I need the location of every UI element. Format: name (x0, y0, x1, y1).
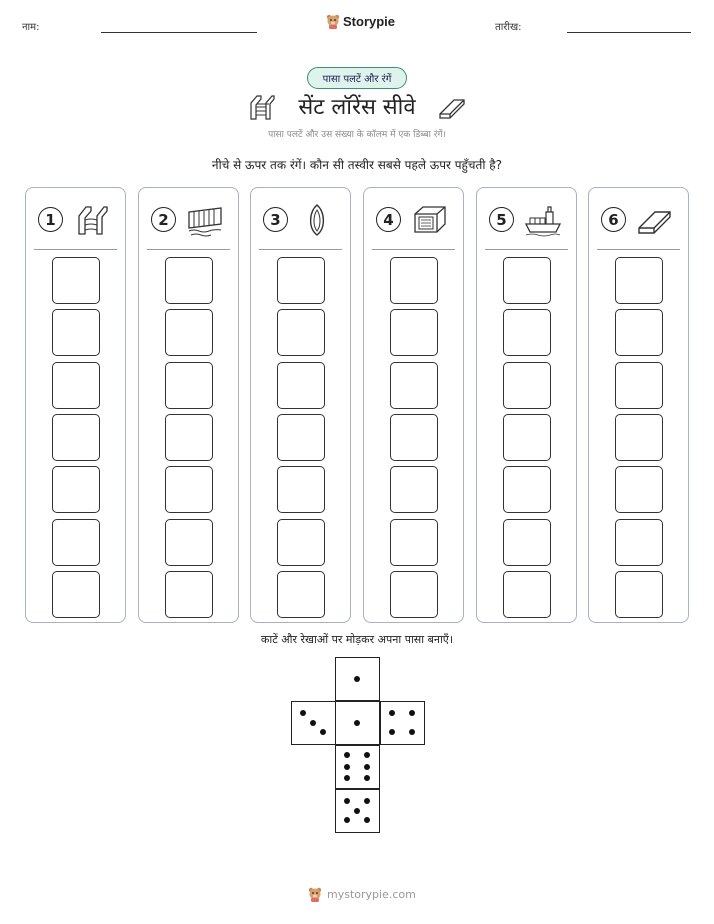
metal-bar-icon (437, 92, 467, 122)
dice-pip (344, 798, 350, 804)
dice-pip (364, 764, 370, 770)
color-box[interactable] (390, 309, 438, 356)
color-box[interactable] (165, 571, 213, 618)
column-1 (25, 187, 126, 623)
dice-face (335, 657, 380, 701)
column-4 (363, 187, 464, 623)
dice-pip (310, 720, 316, 726)
footer-url: mystorypie.com (327, 887, 416, 901)
column-divider (259, 249, 342, 250)
column-number: 3 (263, 207, 288, 232)
color-box[interactable] (277, 309, 325, 356)
dice-face (335, 701, 380, 745)
name-line[interactable] (101, 32, 257, 33)
seed-icon (298, 202, 336, 238)
dice-pip (354, 808, 360, 814)
column-3 (250, 187, 351, 623)
color-box[interactable] (390, 362, 438, 409)
color-box[interactable] (503, 309, 551, 356)
page-title: सेंट लॉरेंस सीवे (298, 95, 416, 120)
footer (308, 886, 416, 902)
color-box[interactable] (277, 414, 325, 461)
color-box[interactable] (503, 519, 551, 566)
bear-logo-icon (308, 886, 322, 902)
column-divider (485, 249, 568, 250)
column-divider (597, 249, 680, 250)
color-box[interactable] (277, 362, 325, 409)
color-box[interactable] (503, 571, 551, 618)
dice-pip (364, 752, 370, 758)
color-box[interactable] (277, 466, 325, 513)
activity-pill: पासा पलटें और रंगें (307, 67, 407, 89)
color-box[interactable] (390, 414, 438, 461)
column-2 (138, 187, 239, 623)
dice-pip (364, 775, 370, 781)
date-line[interactable] (567, 32, 691, 33)
date-label: तारीख: (495, 22, 522, 33)
column-number: 4 (376, 207, 401, 232)
dice-pip (354, 676, 360, 682)
color-box[interactable] (615, 571, 663, 618)
bear-logo-icon (326, 13, 340, 29)
color-box[interactable] (390, 571, 438, 618)
color-box[interactable] (165, 466, 213, 513)
color-box[interactable] (503, 362, 551, 409)
dice-face (380, 701, 425, 745)
color-box[interactable] (390, 519, 438, 566)
column-divider (34, 249, 117, 250)
color-box[interactable] (615, 466, 663, 513)
color-box[interactable] (615, 414, 663, 461)
dice-pip (344, 752, 350, 758)
column-number: 2 (151, 207, 176, 232)
dice-face (335, 789, 380, 833)
cut-instruction: काटें और रेखाओं पर मोड़कर अपना पासा बनाएँ। (260, 633, 454, 646)
column-number: 6 (601, 207, 626, 232)
color-box[interactable] (52, 309, 100, 356)
color-box[interactable] (503, 414, 551, 461)
color-box[interactable] (503, 257, 551, 304)
color-box[interactable] (615, 519, 663, 566)
dice-face (291, 701, 336, 745)
dam-icon (186, 202, 224, 238)
color-box[interactable] (615, 362, 663, 409)
color-box[interactable] (390, 466, 438, 513)
color-box[interactable] (390, 257, 438, 304)
column-5 (476, 187, 577, 623)
mining-cart-icon (411, 202, 449, 238)
dice-pip (364, 798, 370, 804)
metal-bar-icon (636, 202, 674, 238)
water-slide-icon (73, 202, 111, 238)
subtitle: पासा पलटें और उस संख्या के कॉलम में एक डिब्बा रंगें। (268, 130, 446, 140)
dice-pip (389, 729, 395, 735)
color-box[interactable] (615, 257, 663, 304)
dice-pip (344, 817, 350, 823)
dice-pip (389, 710, 395, 716)
column-6 (588, 187, 689, 623)
color-box[interactable] (52, 519, 100, 566)
color-box[interactable] (165, 414, 213, 461)
dice-pip (364, 817, 370, 823)
dice-pip (344, 775, 350, 781)
color-box[interactable] (52, 414, 100, 461)
dice-pip (344, 764, 350, 770)
color-box[interactable] (277, 519, 325, 566)
color-box[interactable] (52, 362, 100, 409)
color-box[interactable] (165, 309, 213, 356)
color-box[interactable] (52, 571, 100, 618)
dice-pip (300, 710, 306, 716)
column-divider (147, 249, 230, 250)
color-box[interactable] (52, 257, 100, 304)
column-number: 1 (38, 207, 63, 232)
color-box[interactable] (277, 571, 325, 618)
color-box[interactable] (165, 519, 213, 566)
brand-logo (326, 13, 395, 29)
cargo-ship-icon (524, 202, 562, 238)
column-divider (372, 249, 455, 250)
color-box[interactable] (165, 362, 213, 409)
dice-pip (320, 729, 326, 735)
dice-pip (409, 710, 415, 716)
color-box[interactable] (165, 257, 213, 304)
color-box[interactable] (52, 466, 100, 513)
name-label: नाम: (22, 22, 40, 33)
color-box[interactable] (503, 466, 551, 513)
dice-face (335, 745, 380, 789)
color-box[interactable] (277, 257, 325, 304)
brand-name: Storypie (343, 13, 396, 29)
dice-pip (409, 729, 415, 735)
instruction: नीचे से ऊपर तक रंगें। कौन सी तस्वीर सबसे पहले ऊपर पहुँचती है? (211, 158, 503, 172)
column-number: 5 (489, 207, 514, 232)
color-box[interactable] (615, 309, 663, 356)
dice-pip (354, 720, 360, 726)
